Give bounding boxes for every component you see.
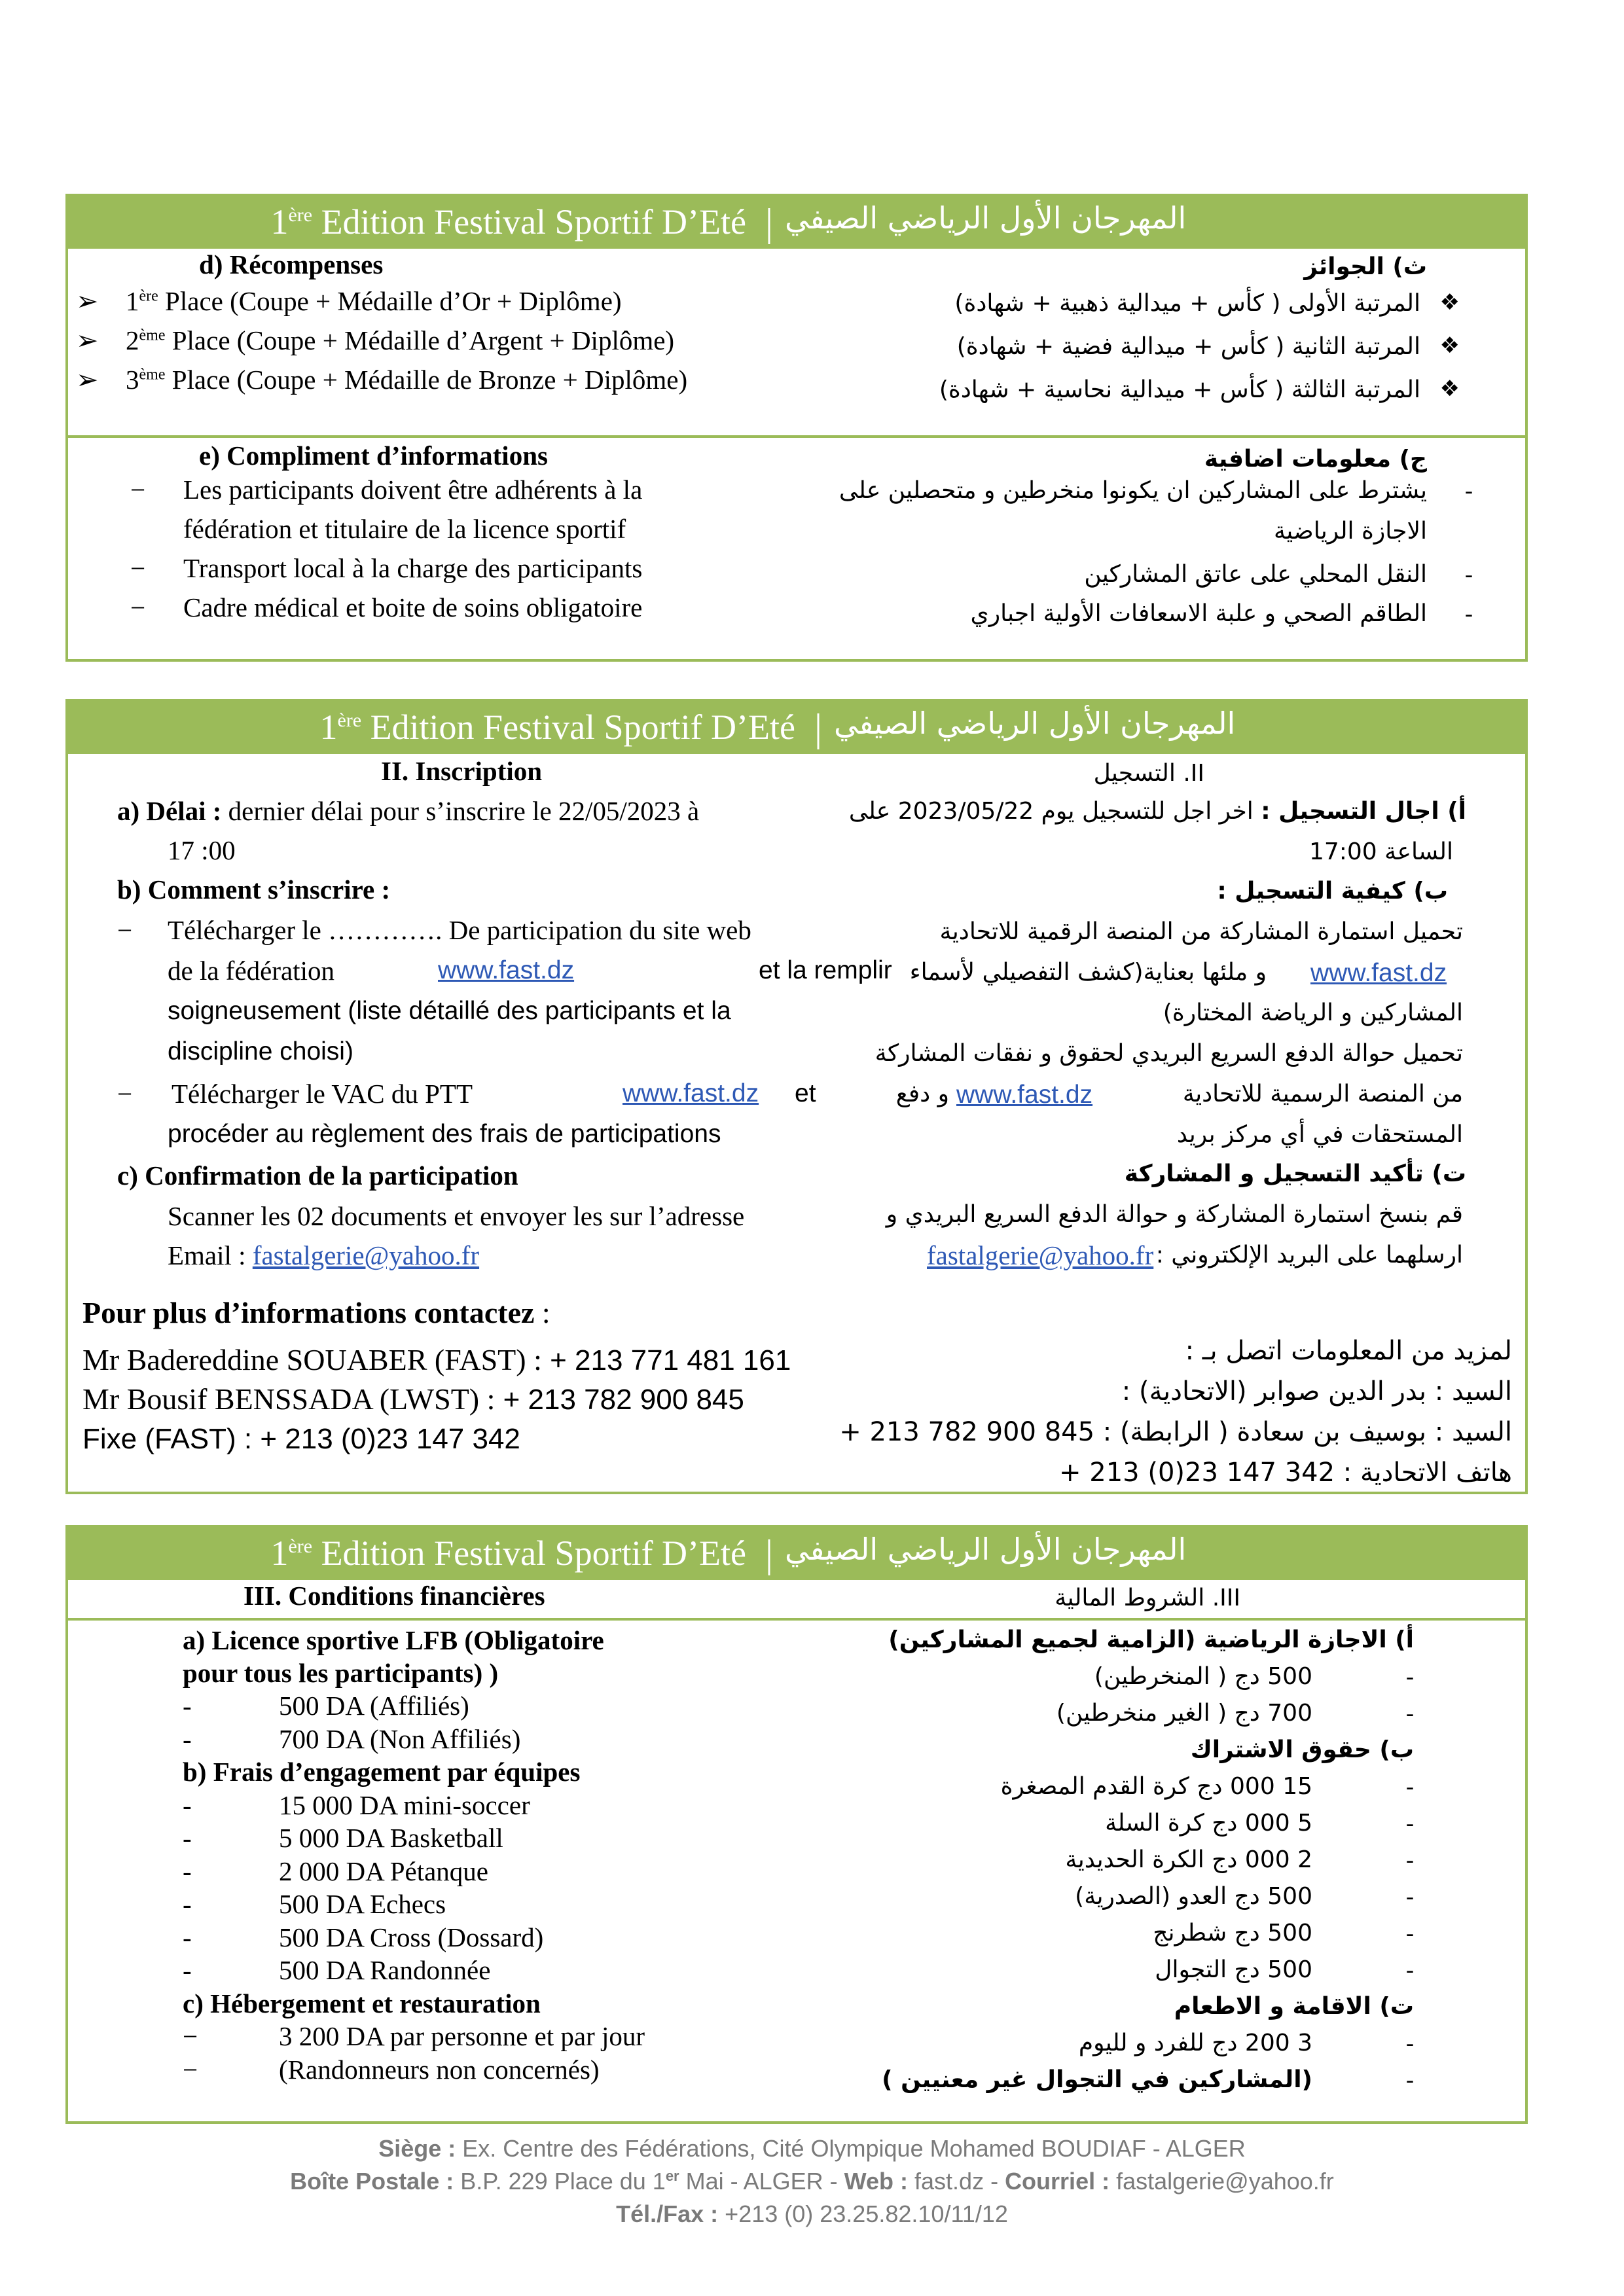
fr-info-title: e) Compliment d’informations bbox=[199, 440, 548, 471]
fr-financial-item: 500 DA Randonnée bbox=[279, 1955, 491, 1985]
ar-contact-item: السيد : بوسيف بن سعادة ( الرابطة) : 845 900 782 213 + bbox=[839, 1417, 1512, 1447]
dash-bullet: - bbox=[1406, 1920, 1414, 1946]
dash-bullet: - bbox=[1406, 1883, 1414, 1909]
fr-info-item: Transport local à la charge des participants bbox=[183, 553, 643, 583]
ar-rewards-title: ث) الجوائز bbox=[1304, 253, 1427, 280]
section-prizes bbox=[65, 194, 1528, 662]
ar-info-item: الاجازة الرياضية bbox=[1274, 518, 1427, 545]
section-inscription bbox=[65, 699, 1528, 1494]
fr-financial-item: 2 000 DA Pétanque bbox=[279, 1856, 488, 1886]
fr-financial-item: (Randonneurs non concernés) bbox=[279, 2054, 600, 2085]
ar-info-item: يشترط على المشاركين ان يكونوا منخرطين و متحصلين على bbox=[839, 477, 1427, 504]
ar-delai: أ) اجال التسجيل : اخر اجل للتسجيل يوم 2023/05/22 على bbox=[848, 798, 1466, 825]
fast-link[interactable]: www.fast.dz bbox=[438, 956, 575, 984]
section-header bbox=[68, 1528, 1525, 1580]
fr-financial-item: 3 200 DA par personne et par jour bbox=[279, 2021, 645, 2051]
ar-contact-item: لمزيد من المعلومات اتصل بـ : bbox=[1185, 1336, 1512, 1366]
ar-info-item: الطاقم الصحي و علبة الاسعافات الأولية اجباري bbox=[970, 600, 1427, 627]
dash-bullet: - bbox=[183, 1922, 192, 1952]
diamond-bullet-icon: ❖ bbox=[1439, 289, 1460, 315]
fr-vac-text: et bbox=[795, 1079, 816, 1107]
dash-bullet: - bbox=[183, 1723, 192, 1754]
dash-bullet: − bbox=[183, 2054, 198, 2085]
fr-financial-title: III. Conditions financières bbox=[244, 1581, 545, 1611]
footer-contact: Boîte Postale : B.P. 229 Place du 1er Mai - ALGER - Web : fast.dz - Courriel : fastalgerie@yahoo.fr bbox=[290, 2168, 1334, 2195]
section-header bbox=[68, 196, 1525, 249]
dash-bullet: - bbox=[183, 1856, 192, 1886]
footer-address: Siège : Ex. Centre des Fédérations, Cité Olympique Mohamed BOUDIAF - ALGER bbox=[378, 2135, 1246, 2162]
section-financial bbox=[65, 1525, 1528, 2124]
ar-contact-item: هاتف الاتحادية : 342 147 23(0) 213 + bbox=[1059, 1458, 1512, 1488]
fr-contact-item: Mr Badereddine SOUABER (FAST) : + 213 771 481 161 bbox=[82, 1343, 791, 1376]
ar-prize-item: المرتبة الثالثة ( كأس + ميدالية نحاسية + شهادة) bbox=[939, 376, 1420, 403]
dash-bullet: - bbox=[1465, 600, 1473, 626]
ar-download-text: المشاركين و الرياضة المختارة) bbox=[1163, 999, 1463, 1026]
ar-info-title: ج) معلومات اضافية bbox=[1204, 446, 1427, 473]
ar-financial-item: 700 دج ( الغير منخرطين) bbox=[1056, 1700, 1312, 1727]
fr-financial-item: 700 DA (Non Affiliés) bbox=[279, 1723, 521, 1754]
ar-licence-title: أ) الاجازة الرياضية (الزامية لجميع المشاركين) bbox=[888, 1626, 1414, 1653]
ar-payment-text: و دفع bbox=[895, 1081, 949, 1107]
fr-financial-item: 500 DA Echecs bbox=[279, 1889, 446, 1919]
ar-inscription-title: II. التسجيل bbox=[1093, 760, 1204, 787]
fr-financial-title: b) Frais d’engagement par équipes bbox=[183, 1757, 581, 1787]
fr-email: Email : fastalgerie@yahoo.fr bbox=[168, 1240, 480, 1270]
section-divider bbox=[68, 1618, 1525, 1621]
dash-bullet: - bbox=[183, 1955, 192, 1985]
dash-bullet: − bbox=[130, 553, 146, 583]
fr-inscription-title: II. Inscription bbox=[381, 756, 543, 786]
dash-bullet: - bbox=[183, 1889, 192, 1919]
contact-title: Pour plus d’informations contactez : bbox=[82, 1296, 550, 1329]
arrow-bullet-icon: ➢ bbox=[76, 325, 99, 355]
dash-bullet: - bbox=[1406, 1956, 1414, 1982]
dash-bullet: - bbox=[183, 1789, 192, 1820]
header-separator: | bbox=[765, 201, 774, 244]
fr-download-text: et la remplir bbox=[759, 956, 892, 984]
ar-financial-item: 3 200 دج للفرد و لليوم bbox=[1078, 2030, 1312, 2056]
dash-bullet: - bbox=[1465, 561, 1473, 587]
header-latin-title: 1ère Edition Festival Sportif D’Eté bbox=[270, 1534, 746, 1573]
header-separator: | bbox=[814, 706, 823, 749]
ar-prize-item: المرتبة الثانية ( كأس + ميدالية فضية + شهادة) bbox=[956, 333, 1420, 360]
fr-info-item: Cadre médical et boite de soins obligatoire bbox=[183, 592, 643, 622]
header-arabic-title: المهرجان الأول الرياضي الصيفي bbox=[785, 200, 1187, 236]
fr-comment-title: b) Comment s’inscrire : bbox=[117, 874, 391, 905]
ar-financial-item: 2 000 دج الكرة الحديدية bbox=[1065, 1846, 1312, 1873]
ar-financial-item: (المشاركين في التجوال غير معنيين ) bbox=[882, 2066, 1312, 2093]
ar-financial-title: III. الشروط المالية bbox=[1055, 1585, 1240, 1611]
dash-bullet: - bbox=[1406, 2066, 1414, 2092]
fr-vac-text: procéder au règlement des frais de participations bbox=[168, 1120, 721, 1148]
footer-phone: Tél./Fax : +213 (0) 23.25.82.10/11/12 bbox=[616, 2200, 1008, 2227]
ar-financial-title: ب) حقوق الاشتراك bbox=[1190, 1736, 1414, 1763]
dash-bullet: − bbox=[183, 2021, 198, 2051]
ar-contact-item: السيد : بدر الدين صوابر (الاتحادية) : bbox=[1121, 1376, 1512, 1407]
fr-download-text: de la fédération bbox=[168, 956, 334, 986]
fr-prize-item: 1ère Place (Coupe + Médaille d’Or + Diplôme) bbox=[126, 286, 622, 316]
fr-rewards-title: d) Récompenses bbox=[199, 249, 384, 279]
ar-financial-title: ت) الاقامة و الاطعام bbox=[1174, 1993, 1414, 2020]
section-header bbox=[68, 702, 1525, 754]
ar-financial-item: 500 دج العدو (الصدرية) bbox=[1075, 1883, 1312, 1910]
fr-download-text: discipline choisi) bbox=[168, 1037, 353, 1066]
ar-scan-text: قم بنسخ استمارة المشاركة و حوالة الدفع السريع البريدي و bbox=[886, 1201, 1463, 1228]
fr-dash: − bbox=[117, 1079, 133, 1109]
ar-financial-item: 500 دج ( المنخرطين) bbox=[1094, 1663, 1312, 1690]
fast-link[interactable]: www.fast.dz bbox=[623, 1079, 759, 1107]
ar-download-text: و ملئها بعناية(كشف التفصيلي لأسماء bbox=[909, 959, 1267, 986]
ar-scan-text: ارسلهما على البريد الإلكتروني : bbox=[1155, 1242, 1463, 1268]
arrow-bullet-icon: ➢ bbox=[76, 286, 99, 316]
ar-prize-item: المرتبة الأولى ( كأس + ميدالية ذهبية + شهادة) bbox=[954, 290, 1420, 317]
header-latin-title: 1ère Edition Festival Sportif D’Eté bbox=[270, 202, 746, 242]
header-arabic-title: المهرجان الأول الرياضي الصيفي bbox=[834, 706, 1236, 741]
fr-financial-item: 500 DA Cross (Dossard) bbox=[279, 1922, 544, 1952]
fr-scan-text: Scanner les 02 documents et envoyer les sur l’adresse bbox=[168, 1201, 745, 1231]
fr-dash: − bbox=[117, 915, 133, 945]
ar-financial-item: 15 000 دج كرة القدم المصغرة bbox=[1000, 1773, 1312, 1800]
fr-confirmation-title: c) Confirmation de la participation bbox=[117, 1160, 518, 1191]
dash-bullet: - bbox=[1406, 1663, 1414, 1689]
email-link[interactable]: fastalgerie@yahoo.fr bbox=[252, 1240, 480, 1270]
fr-download-text: soigneusement (liste détaillé des participants et la bbox=[168, 997, 731, 1025]
header-latin-title: 1ère Edition Festival Sportif D’Eté bbox=[319, 708, 795, 747]
fr-vac-text: Télécharger le VAC du PTT bbox=[171, 1079, 473, 1109]
fr-download-text: Télécharger le …………. De participation du site web bbox=[168, 915, 751, 945]
ar-payment-text: المستحقات في أي مركز بريد bbox=[1176, 1121, 1463, 1148]
dash-bullet: − bbox=[130, 475, 146, 505]
section-divider bbox=[68, 435, 1525, 438]
header-arabic-title: المهرجان الأول الرياضي الصيفي bbox=[785, 1532, 1187, 1567]
ar-info-item: النقل المحلي على عاتق المشاركين bbox=[1084, 561, 1427, 588]
ar-delai-time: الساعة 17:00 bbox=[1308, 838, 1453, 865]
ar-download-text: تحميل استمارة المشاركة من المنصة الرقمية للاتحادية bbox=[939, 918, 1463, 945]
fr-contact-item: Fixe (FAST) : + 213 (0)23 147 342 bbox=[82, 1423, 520, 1455]
fr-contact-item: Mr Bousif BENSSADA (LWST) : + 213 782 900 845 bbox=[82, 1382, 744, 1416]
dash-bullet: - bbox=[1406, 1810, 1414, 1836]
fr-info-item: Les participants doivent être adhérents à la bbox=[183, 475, 643, 505]
dash-bullet: - bbox=[1465, 477, 1473, 503]
dash-bullet: − bbox=[130, 592, 146, 622]
fr-financial-item: 500 DA (Affiliés) bbox=[279, 1691, 469, 1721]
dash-bullet: - bbox=[1406, 2030, 1414, 2056]
dash-bullet: - bbox=[183, 1691, 192, 1721]
fr-financial-item: 15 000 DA mini-soccer bbox=[279, 1789, 530, 1820]
dash-bullet: - bbox=[1406, 1846, 1414, 1873]
arrow-bullet-icon: ➢ bbox=[76, 365, 99, 395]
ar-comment-title: ب) كيفية التسجيل : bbox=[1217, 878, 1448, 905]
ar-financial-item: 500 دج التجوال bbox=[1155, 1956, 1312, 1983]
ar-financial-item: 5 000 دج كرة السلة bbox=[1105, 1810, 1312, 1837]
fast-link[interactable]: www.fast.dz bbox=[1310, 959, 1447, 987]
fr-info-item: fédération et titulaire de la licence sportif bbox=[183, 514, 626, 544]
diamond-bullet-icon: ❖ bbox=[1439, 332, 1460, 359]
ar-confirmation-title: ت) تأكيد التسجيل و المشاركة bbox=[1124, 1160, 1466, 1187]
fr-financial-title: c) Hébergement et restauration bbox=[183, 1988, 541, 2018]
fr-delai: a) Délai : dernier délai pour s’inscrire le 22/05/2023 à bbox=[117, 796, 700, 826]
ar-payment-text: تحميل حوالة الدفع السريع البريدي لحقوق و نفقات المشاركة bbox=[875, 1040, 1463, 1067]
fast-link[interactable]: www.fast.dz bbox=[956, 1081, 1093, 1109]
fr-prize-item: 2ème Place (Coupe + Médaille d’Argent + Diplôme) bbox=[126, 325, 675, 355]
email-link[interactable]: fastalgerie@yahoo.fr bbox=[927, 1240, 1154, 1270]
dash-bullet: - bbox=[1406, 1773, 1414, 1799]
header-separator: | bbox=[765, 1532, 774, 1575]
fr-financial-item: 5 000 DA Basketball bbox=[279, 1823, 503, 1853]
fr-licence-title: a) Licence sportive LFB (Obligatoire bbox=[183, 1625, 604, 1655]
fr-delai-time: 17 :00 bbox=[168, 835, 236, 865]
dash-bullet: - bbox=[1406, 1700, 1414, 1726]
fr-prize-item: 3ème Place (Coupe + Médaille de Bronze + Diplôme) bbox=[126, 365, 688, 395]
ar-payment-text: من المنصة الرسمية للاتحادية bbox=[1182, 1081, 1463, 1107]
dash-bullet: - bbox=[183, 1823, 192, 1853]
diamond-bullet-icon: ❖ bbox=[1439, 376, 1460, 402]
fr-licence-title: pour tous les participants) ) bbox=[183, 1658, 499, 1688]
ar-financial-item: 500 دج شطرنج bbox=[1153, 1920, 1312, 1946]
